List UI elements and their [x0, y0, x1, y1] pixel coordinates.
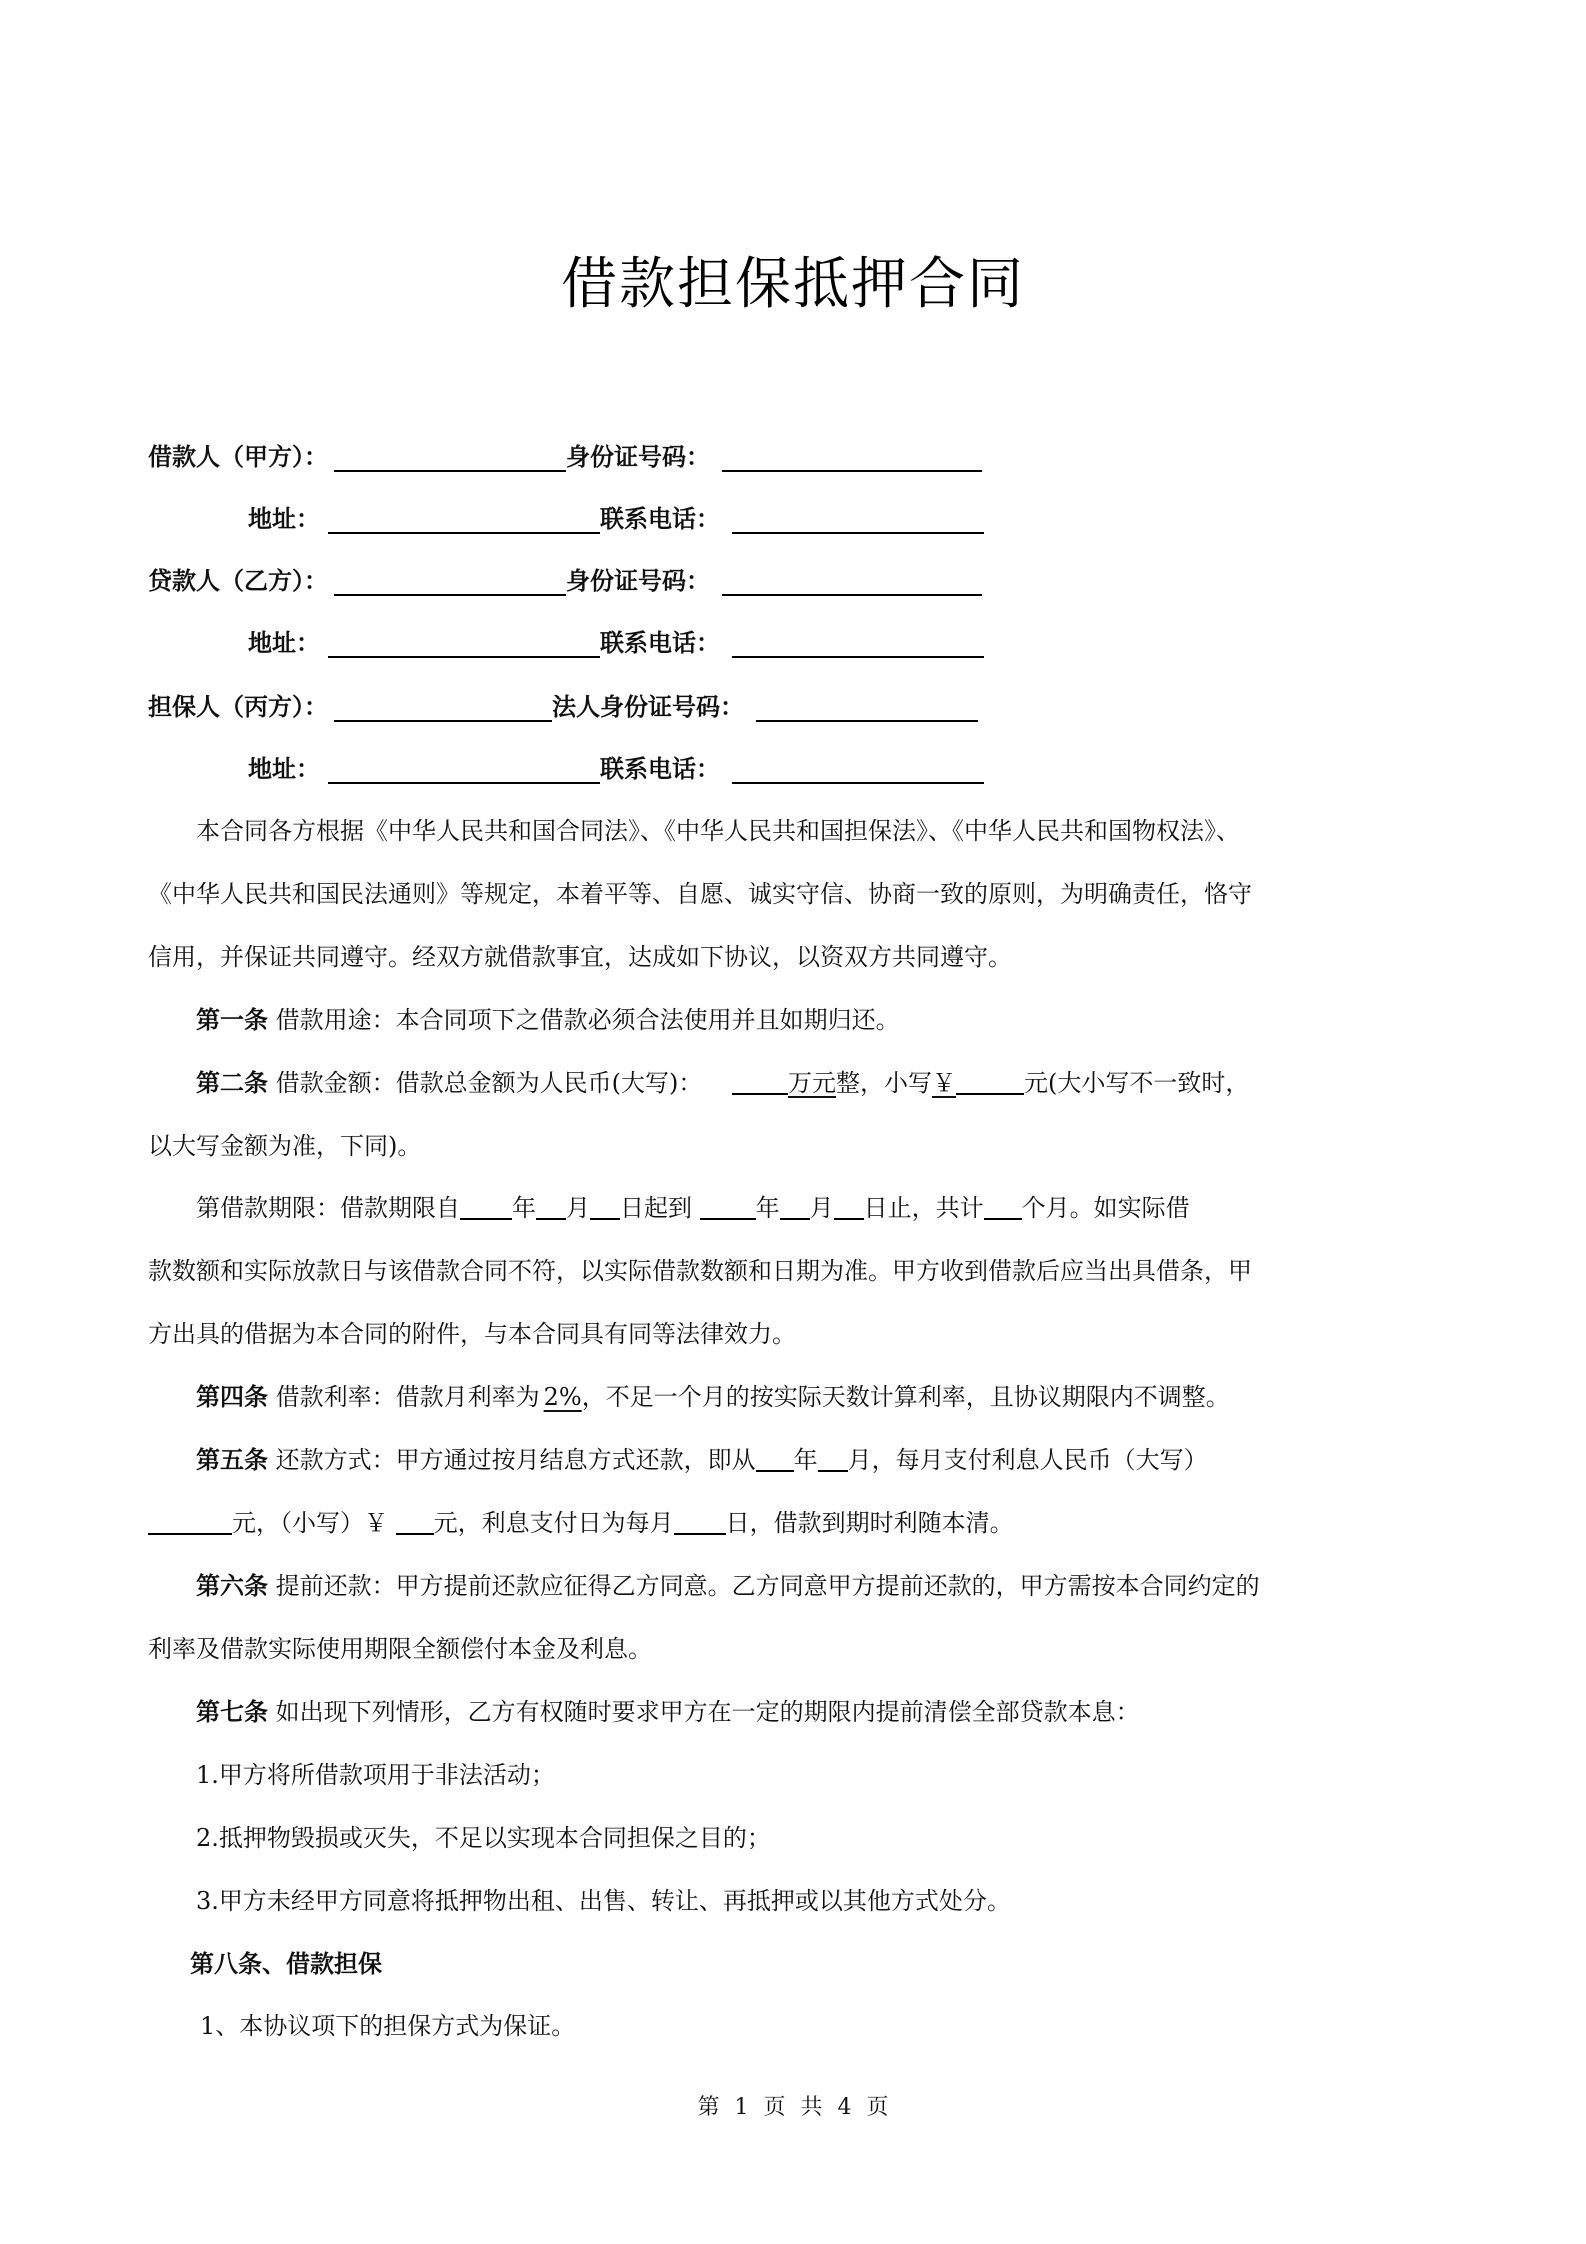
start-day-field[interactable]: [590, 1194, 620, 1220]
article-5-label: 第五条: [196, 1445, 268, 1474]
party-a-label: 借款人（甲方）：: [148, 442, 328, 471]
party-c-address-field[interactable]: [328, 756, 600, 784]
article-7-item: 1.甲方将所借款项用于非法活动；: [196, 1761, 555, 1789]
party-b-id-field[interactable]: [722, 568, 982, 596]
party-c-address-label: 地址：: [248, 754, 320, 783]
year-unit: 年: [793, 1446, 818, 1474]
year-unit: 年: [755, 1194, 780, 1222]
article-2-wan-yuan: 万元: [788, 1069, 837, 1097]
article-2-line2: 以大写金额为准，下同)。: [148, 1132, 422, 1160]
year-unit: 年: [512, 1194, 536, 1222]
article-4-text-a: 借款利率：借款月利率为: [275, 1383, 540, 1411]
article-5-line2-c: 日，借款到期时利随本清。: [725, 1509, 1014, 1537]
preamble: [148, 800, 1448, 989]
yen-sign: ￥: [932, 1069, 957, 1097]
start-month-field[interactable]: [536, 1194, 566, 1220]
party-b-label: 贷款人（乙方）：: [148, 566, 328, 595]
party-b-row: [148, 556, 982, 596]
party-b-address-label: 地址：: [248, 628, 320, 657]
repay-start-year-field[interactable]: [756, 1446, 794, 1472]
party-a-phone-field[interactable]: [732, 506, 984, 534]
article-2-text-c: 整，小写: [836, 1069, 933, 1097]
party-c-contact-row: [248, 744, 984, 784]
article-7-text: 如出现下列情形，乙方有权随时要求甲方在一定的期限内提前清偿全部贷款本息：: [275, 1698, 1140, 1726]
document-title: 借款担保抵押合同: [561, 252, 1025, 317]
article-5-text-a: 还款方式：甲方通过按月结息方式还款，即从: [275, 1446, 756, 1474]
day-to-text: 日止，共计: [863, 1194, 984, 1222]
article-1: [148, 988, 1448, 1052]
end-year-field[interactable]: [700, 1194, 756, 1220]
end-month-field[interactable]: [780, 1194, 810, 1220]
day-from-text: 日起到: [620, 1194, 692, 1222]
party-c-phone-field[interactable]: [732, 756, 984, 784]
article-6-text: 提前还款：甲方提前还款应征得乙方同意。乙方同意甲方提前还款的，甲方需按本合同约定的: [275, 1572, 1260, 1600]
party-c-phone-label: 联系电话：: [600, 754, 720, 783]
party-c-id-label: 法人身份证号码：: [552, 692, 744, 721]
party-b-name-field[interactable]: [334, 568, 566, 596]
article-5-line2-a: 元，（小写）￥: [232, 1509, 388, 1537]
month-unit: 月: [809, 1194, 834, 1222]
article-1-text: 借款用途：本合同项下之借款必须合法使用并且如期归还。: [275, 1006, 900, 1034]
article-7-item: 2.抵押物毁损或灭失，不足以实现本合同担保之目的；: [196, 1824, 771, 1852]
article-3-line2: 款数额和实际放款日与该借款合同不符，以实际借款数额和日期为准。甲方收到借款后应当出具借条，甲: [148, 1257, 1252, 1285]
article-1-label: 第一条: [196, 1005, 268, 1034]
monthly-interest-figures-field[interactable]: [396, 1509, 434, 1535]
party-a-address-field[interactable]: [328, 506, 600, 534]
party-c-row: [148, 682, 978, 722]
article-4-text-b: ，不足一个月的按实际天数计算利率，且协议期限内不调整。: [581, 1383, 1230, 1411]
month-unit: 月: [566, 1194, 590, 1222]
party-b-contact-row: [248, 618, 984, 658]
party-b-phone-label: 联系电话：: [600, 628, 720, 657]
article-7-item: 3.甲方未经甲方同意将抵押物出租、出售、转让、再抵押或以其他方式处分。: [196, 1887, 1011, 1915]
article-6-label: 第六条: [196, 1571, 268, 1600]
party-b-id-label: 身份证号码：: [566, 566, 710, 595]
article-5: [148, 1428, 1448, 1555]
monthly-interest-words-field[interactable]: [148, 1509, 232, 1535]
article-3: [148, 1177, 1448, 1366]
amount-words-field[interactable]: [732, 1069, 788, 1095]
end-day-field[interactable]: [834, 1194, 864, 1220]
preamble-line: 信用，并保证共同遵守。经双方就借款事宜，达成如下协议，以资双方共同遵守。: [148, 943, 1012, 971]
preamble-line: 本合同各方根据《中华人民共和国合同法》、《中华人民共和国担保法》、《中华人民共和国物权法》、: [196, 817, 1240, 845]
start-year-field[interactable]: [460, 1194, 512, 1220]
party-b-address-field[interactable]: [328, 630, 600, 658]
party-a-id-field[interactable]: [722, 444, 982, 472]
article-4-label: 第四条: [196, 1382, 268, 1411]
total-months-field[interactable]: [984, 1194, 1022, 1220]
party-a-name-field[interactable]: [334, 444, 566, 472]
page-footer: 第 1 页 共 4 页: [697, 2095, 889, 2120]
article-2: [148, 1051, 1448, 1178]
party-a-address-label: 地址：: [248, 504, 320, 533]
article-3-label: 第借款期限：借款期限自: [196, 1194, 460, 1222]
repay-start-month-field[interactable]: [818, 1446, 848, 1472]
article-3-line3: 方出具的借据为本合同的附件，与本合同具有同等法律效力。: [148, 1320, 796, 1348]
party-c-label: 担保人（丙方）：: [148, 692, 328, 721]
party-c-id-field[interactable]: [756, 694, 978, 722]
article-2-text-d: 元(大小写不一致时，: [1024, 1069, 1250, 1097]
article-5-month-text: 月，每月支付利息人民币（大写）: [847, 1446, 1208, 1474]
interest-rate-value: 2%: [543, 1383, 582, 1411]
article-7: [148, 1680, 1448, 1933]
article-5-line2-b: 元，利息支付日为每月: [433, 1509, 674, 1537]
article-6-line2: 利率及借款实际使用期限全额偿付本金及利息。: [148, 1635, 652, 1663]
party-a-row: [148, 432, 982, 472]
preamble-line: 《中华人民共和国民法通则》等规定，本着平等、自愿、诚实守信、协商一致的原则，为明确责任，恪守: [148, 880, 1252, 908]
article-8-heading: 第八条、借款担保: [190, 1949, 382, 1978]
article-4: [148, 1365, 1448, 1429]
article-2-text-a: 借款金额：借款总金额为人民币(大写)：: [275, 1069, 703, 1097]
article-8: [148, 1932, 1448, 2058]
article-8-item: 1、本协议项下的担保方式为保证。: [200, 2012, 576, 2040]
party-b-phone-field[interactable]: [732, 630, 984, 658]
party-a-id-label: 身份证号码：: [566, 442, 710, 471]
party-a-contact-row: [248, 494, 984, 534]
article-2-label: 第二条: [196, 1068, 268, 1097]
article-6: [148, 1554, 1448, 1681]
months-text: 个月。如实际借: [1021, 1194, 1190, 1222]
payment-day-field[interactable]: [674, 1509, 726, 1535]
party-c-name-field[interactable]: [334, 694, 552, 722]
amount-figures-field[interactable]: [956, 1069, 1024, 1095]
party-a-phone-label: 联系电话：: [600, 504, 720, 533]
article-7-label: 第七条: [196, 1697, 268, 1726]
